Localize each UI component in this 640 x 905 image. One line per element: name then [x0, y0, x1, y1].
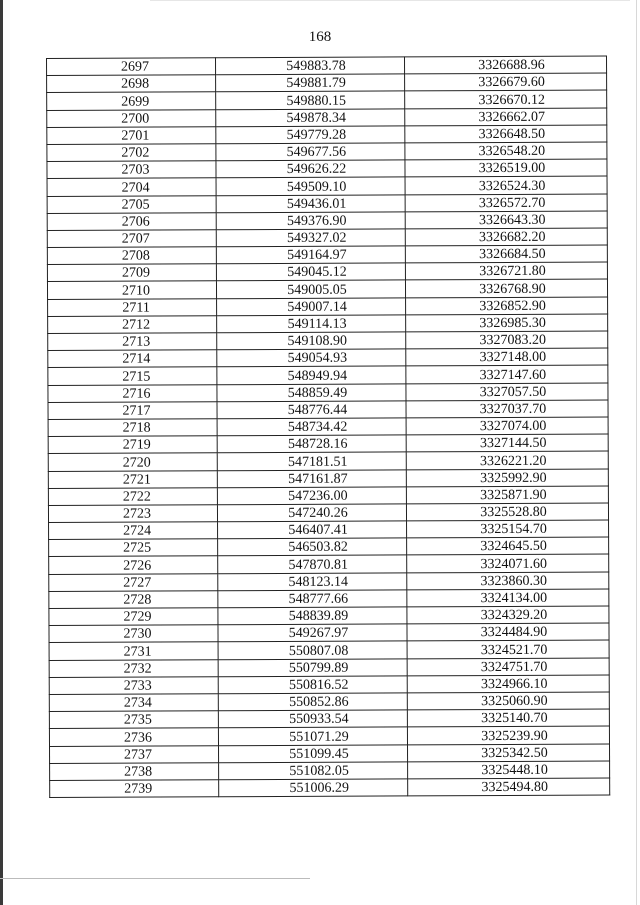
table-row	[47, 159, 607, 179]
table-row	[47, 194, 607, 214]
point-number-cell: 2710	[47, 281, 216, 299]
point-number-cell: 2713	[48, 333, 217, 351]
x-coordinate-cell: 549045.12	[216, 263, 405, 281]
y-coordinate-cell: 3326684.50	[405, 245, 607, 263]
x-coordinate-cell: 549005.05	[216, 280, 405, 298]
table-row	[48, 400, 608, 420]
x-coordinate-cell: 551006.29	[219, 779, 408, 797]
table-row	[49, 726, 609, 746]
table-row	[47, 279, 607, 299]
table-row	[49, 658, 609, 678]
point-number-cell: 2720	[48, 453, 217, 471]
y-coordinate-cell: 3326572.70	[405, 194, 607, 212]
x-coordinate-cell: 547870.81	[218, 555, 407, 573]
y-coordinate-cell: 3326679.60	[405, 73, 607, 91]
y-coordinate-cell: 3324751.70	[407, 658, 609, 676]
point-number-cell: 2715	[48, 367, 217, 385]
table-row	[47, 73, 607, 93]
point-number-cell: 2711	[48, 298, 217, 316]
x-coordinate-cell: 549376.90	[216, 212, 405, 230]
y-coordinate-cell: 3326688.96	[404, 56, 606, 74]
table-row	[49, 709, 609, 729]
y-coordinate-cell: 3326670.12	[405, 90, 607, 108]
x-coordinate-cell: 549881.79	[216, 74, 405, 92]
point-number-cell: 2723	[48, 505, 217, 523]
table-row	[47, 142, 607, 162]
x-coordinate-cell: 550807.08	[218, 641, 407, 659]
table-row	[48, 331, 608, 351]
table-row	[47, 125, 607, 145]
x-coordinate-cell: 548734.42	[217, 418, 406, 436]
x-coordinate-cell: 549677.56	[216, 143, 405, 161]
y-coordinate-cell: 3326852.90	[406, 297, 608, 315]
table-row	[48, 348, 608, 368]
x-coordinate-cell: 548123.14	[218, 573, 407, 591]
y-coordinate-cell: 3327057.50	[406, 383, 608, 401]
x-coordinate-cell: 548777.66	[218, 590, 407, 608]
point-number-cell: 2729	[49, 608, 218, 626]
point-number-cell: 2737	[50, 745, 219, 763]
x-coordinate-cell: 549327.02	[216, 229, 405, 247]
point-number-cell: 2706	[47, 212, 216, 230]
y-coordinate-cell: 3323860.30	[407, 572, 609, 590]
table-row	[47, 228, 607, 248]
scan-edge-left	[0, 0, 3, 905]
coordinate-table-wrapper	[46, 56, 610, 799]
y-coordinate-cell: 3327083.20	[406, 331, 608, 349]
point-number-cell: 2732	[49, 659, 218, 677]
y-coordinate-cell: 3327074.00	[406, 417, 608, 435]
y-coordinate-cell: 3326548.20	[405, 142, 607, 160]
point-number-cell: 2702	[47, 144, 216, 162]
table-row	[49, 692, 609, 712]
y-coordinate-cell: 3327147.60	[406, 365, 608, 383]
x-coordinate-cell: 549779.28	[216, 126, 405, 144]
table-row	[48, 417, 608, 437]
table-row	[47, 262, 607, 282]
table-row	[48, 451, 608, 471]
x-coordinate-cell: 546407.41	[218, 521, 407, 539]
x-coordinate-cell: 547181.51	[217, 452, 406, 470]
table-row	[49, 606, 609, 626]
table-row	[48, 297, 608, 317]
y-coordinate-cell: 3324134.00	[407, 589, 609, 607]
table-row	[49, 572, 609, 592]
point-number-cell: 2739	[50, 780, 219, 798]
point-number-cell: 2697	[47, 58, 216, 76]
y-coordinate-cell: 3326662.07	[405, 108, 607, 126]
y-coordinate-cell: 3324521.70	[407, 640, 609, 658]
x-coordinate-cell: 551099.45	[219, 744, 408, 762]
point-number-cell: 2698	[47, 75, 216, 93]
point-number-cell: 2736	[49, 728, 218, 746]
table-row	[48, 314, 608, 334]
coordinate-table	[46, 56, 610, 799]
x-coordinate-cell: 547161.87	[217, 469, 406, 487]
y-coordinate-cell: 3324645.50	[407, 537, 609, 555]
point-number-cell: 2738	[50, 762, 219, 780]
point-number-cell: 2716	[48, 384, 217, 402]
y-coordinate-cell: 3325528.80	[406, 503, 608, 521]
y-coordinate-cell: 3325871.90	[406, 486, 608, 504]
point-number-cell: 2718	[48, 419, 217, 437]
point-number-cell: 2714	[48, 350, 217, 368]
point-number-cell: 2708	[47, 247, 216, 265]
table-row	[49, 554, 609, 574]
table-row	[50, 778, 610, 798]
y-coordinate-cell: 3326519.00	[405, 159, 607, 177]
y-coordinate-cell: 3324071.60	[407, 554, 609, 572]
y-coordinate-cell: 3325239.90	[407, 726, 609, 744]
y-coordinate-cell: 3327144.50	[406, 434, 608, 452]
x-coordinate-cell: 549164.97	[216, 246, 405, 264]
table-row	[47, 245, 607, 265]
y-coordinate-cell: 3326768.90	[405, 279, 607, 297]
point-number-cell: 2734	[49, 694, 218, 712]
x-coordinate-cell: 550816.52	[218, 676, 407, 694]
y-coordinate-cell: 3326721.80	[405, 262, 607, 280]
point-number-cell: 2726	[49, 556, 218, 574]
point-number-cell: 2709	[47, 264, 216, 282]
point-number-cell: 2700	[47, 109, 216, 127]
x-coordinate-cell: 547240.26	[217, 504, 406, 522]
x-coordinate-cell: 551071.29	[218, 727, 407, 745]
table-row	[48, 365, 608, 385]
table-row	[47, 108, 607, 128]
page-number: 168	[308, 29, 332, 45]
coordinate-table-body	[47, 56, 610, 797]
table-row	[49, 640, 609, 660]
x-coordinate-cell: 549878.34	[216, 108, 405, 126]
x-coordinate-cell: 550799.89	[218, 658, 407, 676]
x-coordinate-cell: 549626.22	[216, 160, 405, 178]
point-number-cell: 2705	[47, 195, 216, 213]
table-row	[49, 537, 609, 557]
table-row	[48, 486, 608, 506]
x-coordinate-cell: 548949.94	[217, 366, 406, 384]
x-coordinate-cell: 549509.10	[216, 177, 405, 195]
x-coordinate-cell: 548859.49	[217, 383, 406, 401]
y-coordinate-cell: 3325448.10	[408, 761, 610, 779]
y-coordinate-cell: 3327148.00	[406, 348, 608, 366]
y-coordinate-cell: 3324484.90	[407, 623, 609, 641]
x-coordinate-cell: 549880.15	[216, 91, 405, 109]
table-row	[47, 56, 607, 76]
y-coordinate-cell: 3326682.20	[405, 228, 607, 246]
y-coordinate-cell: 3326221.20	[406, 451, 608, 469]
y-coordinate-cell: 3325494.80	[408, 778, 610, 796]
table-row	[49, 520, 609, 540]
x-coordinate-cell: 548776.44	[217, 401, 406, 419]
x-coordinate-cell: 550933.54	[218, 710, 407, 728]
table-row	[50, 744, 610, 764]
y-coordinate-cell: 3326648.50	[405, 125, 607, 143]
table-row	[49, 589, 609, 609]
point-number-cell: 2707	[47, 230, 216, 248]
x-coordinate-cell: 549007.14	[217, 298, 406, 316]
table-row	[50, 761, 610, 781]
x-coordinate-cell: 549054.93	[217, 349, 406, 367]
point-number-cell: 2703	[47, 161, 216, 179]
y-coordinate-cell: 3324329.20	[407, 606, 609, 624]
point-number-cell: 2730	[49, 625, 218, 643]
point-number-cell: 2699	[47, 92, 216, 110]
table-row	[47, 176, 607, 196]
x-coordinate-cell: 546503.82	[218, 538, 407, 556]
x-coordinate-cell: 549436.01	[216, 194, 405, 212]
point-number-cell: 2722	[48, 487, 217, 505]
point-number-cell: 2719	[48, 436, 217, 454]
table-row	[48, 434, 608, 454]
x-coordinate-cell: 549883.78	[216, 57, 405, 75]
point-number-cell: 2735	[49, 711, 218, 729]
y-coordinate-cell: 3325140.70	[407, 709, 609, 727]
x-coordinate-cell: 550852.86	[218, 693, 407, 711]
y-coordinate-cell: 3324966.10	[407, 675, 609, 693]
x-coordinate-cell: 549114.13	[217, 315, 406, 333]
point-number-cell: 2733	[49, 677, 218, 695]
x-coordinate-cell: 549267.97	[218, 624, 407, 642]
point-number-cell: 2712	[48, 316, 217, 334]
point-number-cell: 2717	[48, 402, 217, 420]
table-row	[47, 90, 607, 110]
point-number-cell: 2701	[47, 127, 216, 145]
y-coordinate-cell: 3326643.30	[405, 211, 607, 229]
table-row	[48, 503, 608, 523]
y-coordinate-cell: 3326524.30	[405, 176, 607, 194]
x-coordinate-cell: 549108.90	[217, 332, 406, 350]
table-row	[47, 211, 607, 231]
point-number-cell: 2727	[49, 573, 218, 591]
y-coordinate-cell: 3325154.70	[407, 520, 609, 538]
point-number-cell: 2724	[49, 522, 218, 540]
x-coordinate-cell: 551082.05	[219, 762, 408, 780]
table-row	[48, 469, 608, 489]
y-coordinate-cell: 3325342.50	[407, 744, 609, 762]
y-coordinate-cell: 3326985.30	[406, 314, 608, 332]
table-row	[49, 675, 609, 695]
y-coordinate-cell: 3325060.90	[407, 692, 609, 710]
y-coordinate-cell: 3327037.70	[406, 400, 608, 418]
point-number-cell: 2721	[48, 470, 217, 488]
point-number-cell: 2731	[49, 642, 218, 660]
point-number-cell: 2725	[49, 539, 218, 557]
scan-edge-bottom	[0, 878, 310, 879]
scan-edge-right	[636, 0, 637, 905]
table-row	[48, 383, 608, 403]
x-coordinate-cell: 547236.00	[217, 487, 406, 505]
table-row	[49, 623, 609, 643]
x-coordinate-cell: 548728.16	[217, 435, 406, 453]
point-number-cell: 2728	[49, 591, 218, 609]
point-number-cell: 2704	[47, 178, 216, 196]
scan-edge-top	[150, 0, 630, 1]
x-coordinate-cell: 548839.89	[218, 607, 407, 625]
y-coordinate-cell: 3325992.90	[406, 469, 608, 487]
